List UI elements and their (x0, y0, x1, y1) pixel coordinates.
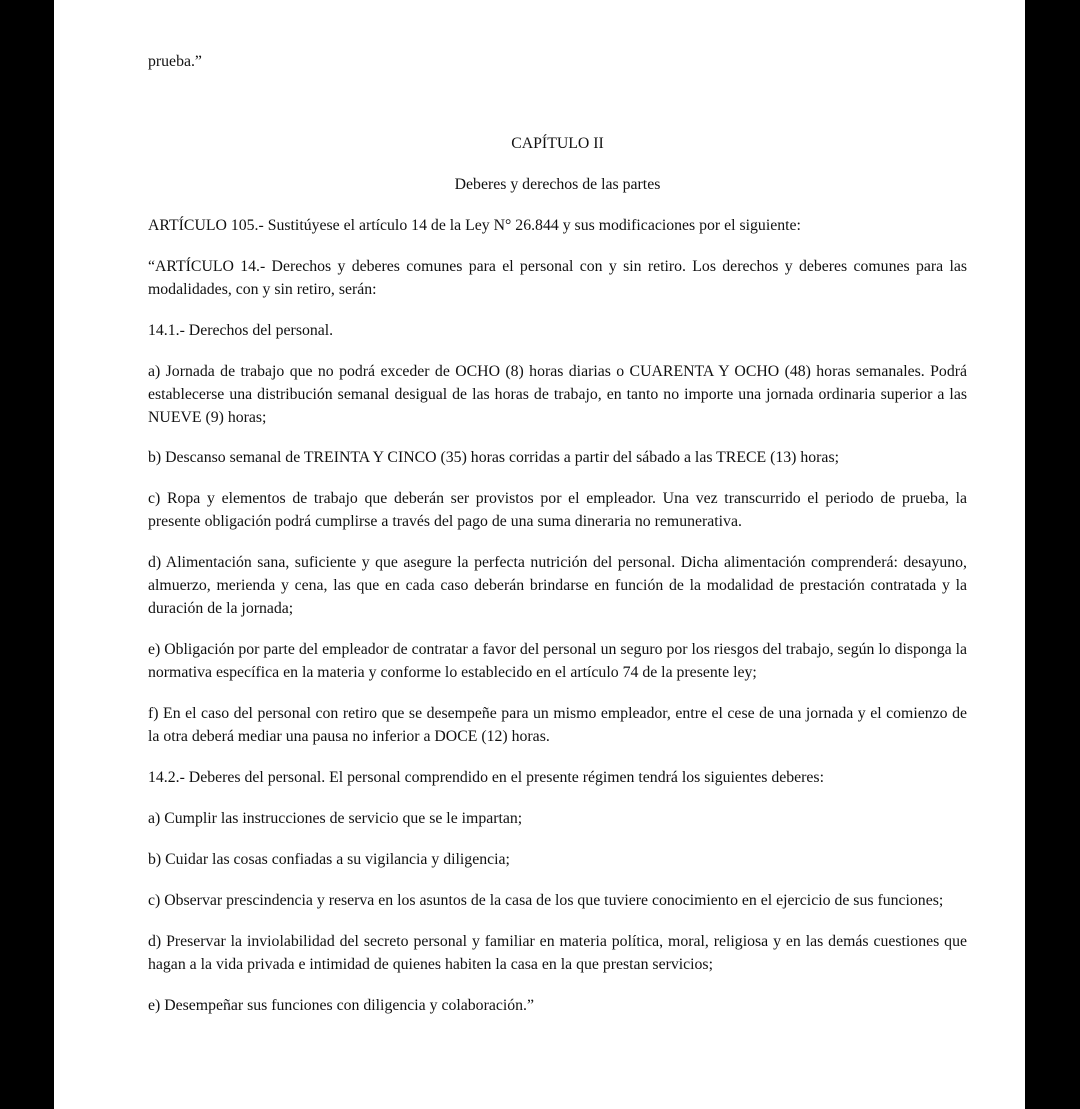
article-105-paragraph: ARTÍCULO 105.- Sustitúyese el artículo 14 de la Ley N° 26.844 y sus modificaciones por el siguiente: (148, 217, 801, 234)
rights-item-b: b) Descanso semanal de TREINTA Y CINCO (35) horas corridas a partir del sábado a las TRECE (13) horas; (148, 449, 839, 466)
continuation-text: prueba.” (148, 53, 202, 70)
rights-item-f: f) En el caso del personal con retiro que se desempeñe para un mismo empleador, entre el cese de una jornada y el comienzo de la otra deberá mediar una pausa no inferior a DOCE (12) horas. (148, 705, 967, 745)
duties-item-c: c) Observar prescindencia y reserva en los asuntos de la casa de los que tuviere conocimiento en el ejercicio de sus funciones; (148, 892, 944, 909)
duties-item-b: b) Cuidar las cosas confiadas a su vigilancia y diligencia; (148, 851, 510, 868)
chapter-heading: CAPÍTULO II (511, 135, 604, 152)
rights-item-e: e) Obligación por parte del empleador de contratar a favor del personal un seguro por los riesgos del trabajo, según lo disponga la normativa específica en la materia y conforme lo establecido en el artículo 74 de la presente ley; (148, 641, 967, 681)
rights-item-a: a) Jornada de trabajo que no podrá exceder de OCHO (8) horas diarias o CUARENTA Y OCHO (48) horas semanales. Podrá establecerse una distribución semanal desigual de las horas de trabajo, en tanto no importe una jornada ordinaria superior a las NUEVE (9) horas; (148, 363, 967, 426)
section-14-2-heading: 14.2.- Deberes del personal. El personal comprendido en el presente régimen tendrá los siguientes deberes: (148, 769, 824, 786)
duties-item-e: e) Desempeñar sus funciones con diligencia y colaboración.” (148, 997, 534, 1014)
section-14-1-heading: 14.1.- Derechos del personal. (148, 322, 334, 339)
duties-item-d: d) Preservar la inviolabilidad del secreto personal y familiar en materia política, moral, religiosa y en las demás cuestiones que hagan a la vida privada e intimidad de quienes habiten la casa en la que prestan servicios; (148, 933, 967, 973)
article-14-intro-paragraph: “ARTÍCULO 14.- Derechos y deberes comunes para el personal con y sin retiro. Los derechos y deberes comunes para las modalidades, con y sin retiro, serán: (148, 258, 967, 298)
document-page (54, 0, 1025, 1109)
rights-item-c: c) Ropa y elementos de trabajo que deberán ser provistos por el empleador. Una vez transcurrido el periodo de prueba, la presente obligación podrá cumplirse a través del pago de una suma dineraria no remunerativa. (148, 490, 967, 530)
document-body (148, 50, 967, 1017)
duties-item-a: a) Cumplir las instrucciones de servicio que se le impartan; (148, 810, 523, 827)
rights-item-d: d) Alimentación sana, suficiente y que asegure la perfecta nutrición del personal. Dicha alimentación comprenderá: desayuno, almuerzo, merienda y cena, las que en cada caso deberán brindarse en función de la modalidad de prestación contratada y la duración de la jornada; (148, 554, 967, 617)
chapter-subtitle: Deberes y derechos de las partes (454, 176, 661, 193)
